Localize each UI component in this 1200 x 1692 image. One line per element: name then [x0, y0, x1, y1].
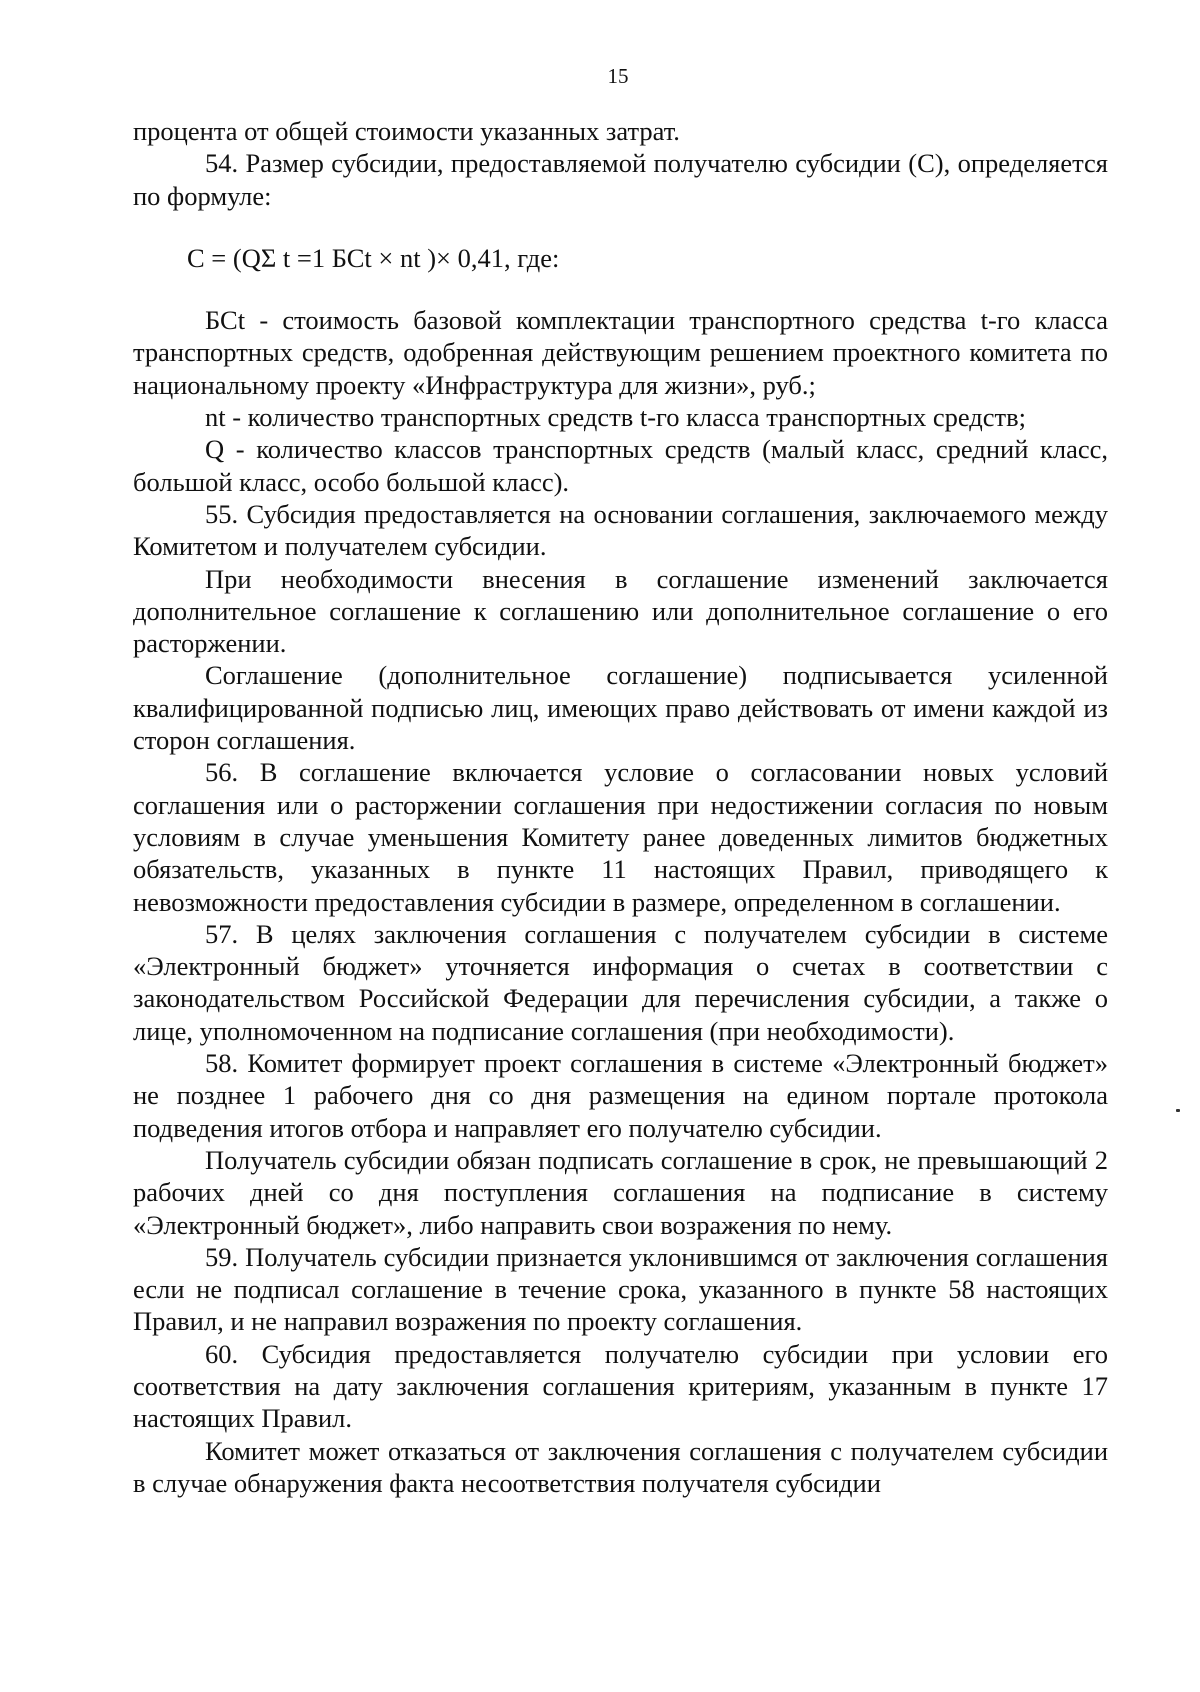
subsidy-formula: С = (QΣ t =1 БСt × nt )× 0,41, где:	[187, 242, 560, 273]
paragraph-55: 55. Субсидия предоставляется на основании соглашения, заключаемого между Комитетом и получателем субсидии.	[133, 498, 1108, 562]
document-body	[133, 115, 1108, 1499]
paragraph-56: 56. В соглашение включается условие о согласовании новых условий соглашения или о расторжении соглашения при недостижении согласия по новым условиям в случае уменьшения Комитету ранее доведенных лимитов бюджетных обязательств, указанных в пункте 11 настоящих Правил, приводящего к невозможности предоставления субсидии в размере, определенном в соглашении.	[133, 757, 1108, 917]
definition-q: Q - количество классов транспортных средств (малый класс, средний класс, большой класс, особо большой класс).	[133, 434, 1108, 497]
paragraph-58-recipient: Получатель субсидии обязан подписать соглашение в срок, не превышающий 2 рабочих дней со дня поступления соглашения на подписание в систему «Электронный бюджет», либо направить свои возражения по нему.	[133, 1144, 1108, 1240]
paragraph-58: 58. Комитет формирует проект соглашения в системе «Электронный бюджет» не позднее 1 рабочего дня со дня размещения на едином портале протокола подведения итогов отбора и направляет его получателю субсидии.	[133, 1048, 1108, 1143]
paragraph-54: 54. Размер субсидии, предоставляемой получателю субсидии (С), определяется по формуле:	[133, 148, 1108, 211]
paragraph-55-signature: Соглашение (дополнительное соглашение) подписывается усиленной квалифицированной подписью лиц, имеющих право действовать от имени каждой из сторон соглашения.	[133, 660, 1108, 756]
paragraph-55-amendment: При необходимости внесения в соглашение изменений заключается дополнительное соглашение к соглашению или дополнительное соглашение о его расторжении.	[133, 563, 1108, 659]
definition-nt: nt - количество транспортных средств t-го класса транспортных средств;	[205, 402, 1026, 433]
paragraph-57: 57. В целях заключения соглашения с получателем субсидии в системе «Электронный бюджет» уточняется информация о счетах в соответствии с законодательством Российской Федерации для перечисления субсидии, а также о лице, уполномоченном на подписание соглашения (при необходимости).	[133, 918, 1108, 1046]
paragraph-continuation: процента от общей стоимости указанных затрат.	[133, 116, 680, 146]
definition-bct: БСt - стоимость базовой комплектации транспортного средства t-го класса транспортных средств, одобренная действующим решением проектного комитета по национальному проекту «Инфраструктура для жизни», руб.;	[133, 305, 1108, 400]
scan-speck	[1176, 1109, 1180, 1112]
paragraph-59: 59. Получатель субсидии признается уклонившимся от заключения соглашения если не подписал соглашение в течение срока, указанного в пункте 58 настоящих Правил, и не направил возражения по проекту соглашения.	[133, 1241, 1108, 1337]
paragraph-60-refusal: Комитет может отказаться от заключения соглашения с получателем субсидии в случае обнаружения факта несоответствия получателя субсидии	[133, 1435, 1108, 1498]
page-number: 15	[607, 64, 629, 88]
paragraph-60: 60. Субсидия предоставляется получателю субсидии при условии его соответствия на дату заключения соглашения критериям, указанным в пункте 17 настоящих Правил.	[133, 1338, 1108, 1434]
